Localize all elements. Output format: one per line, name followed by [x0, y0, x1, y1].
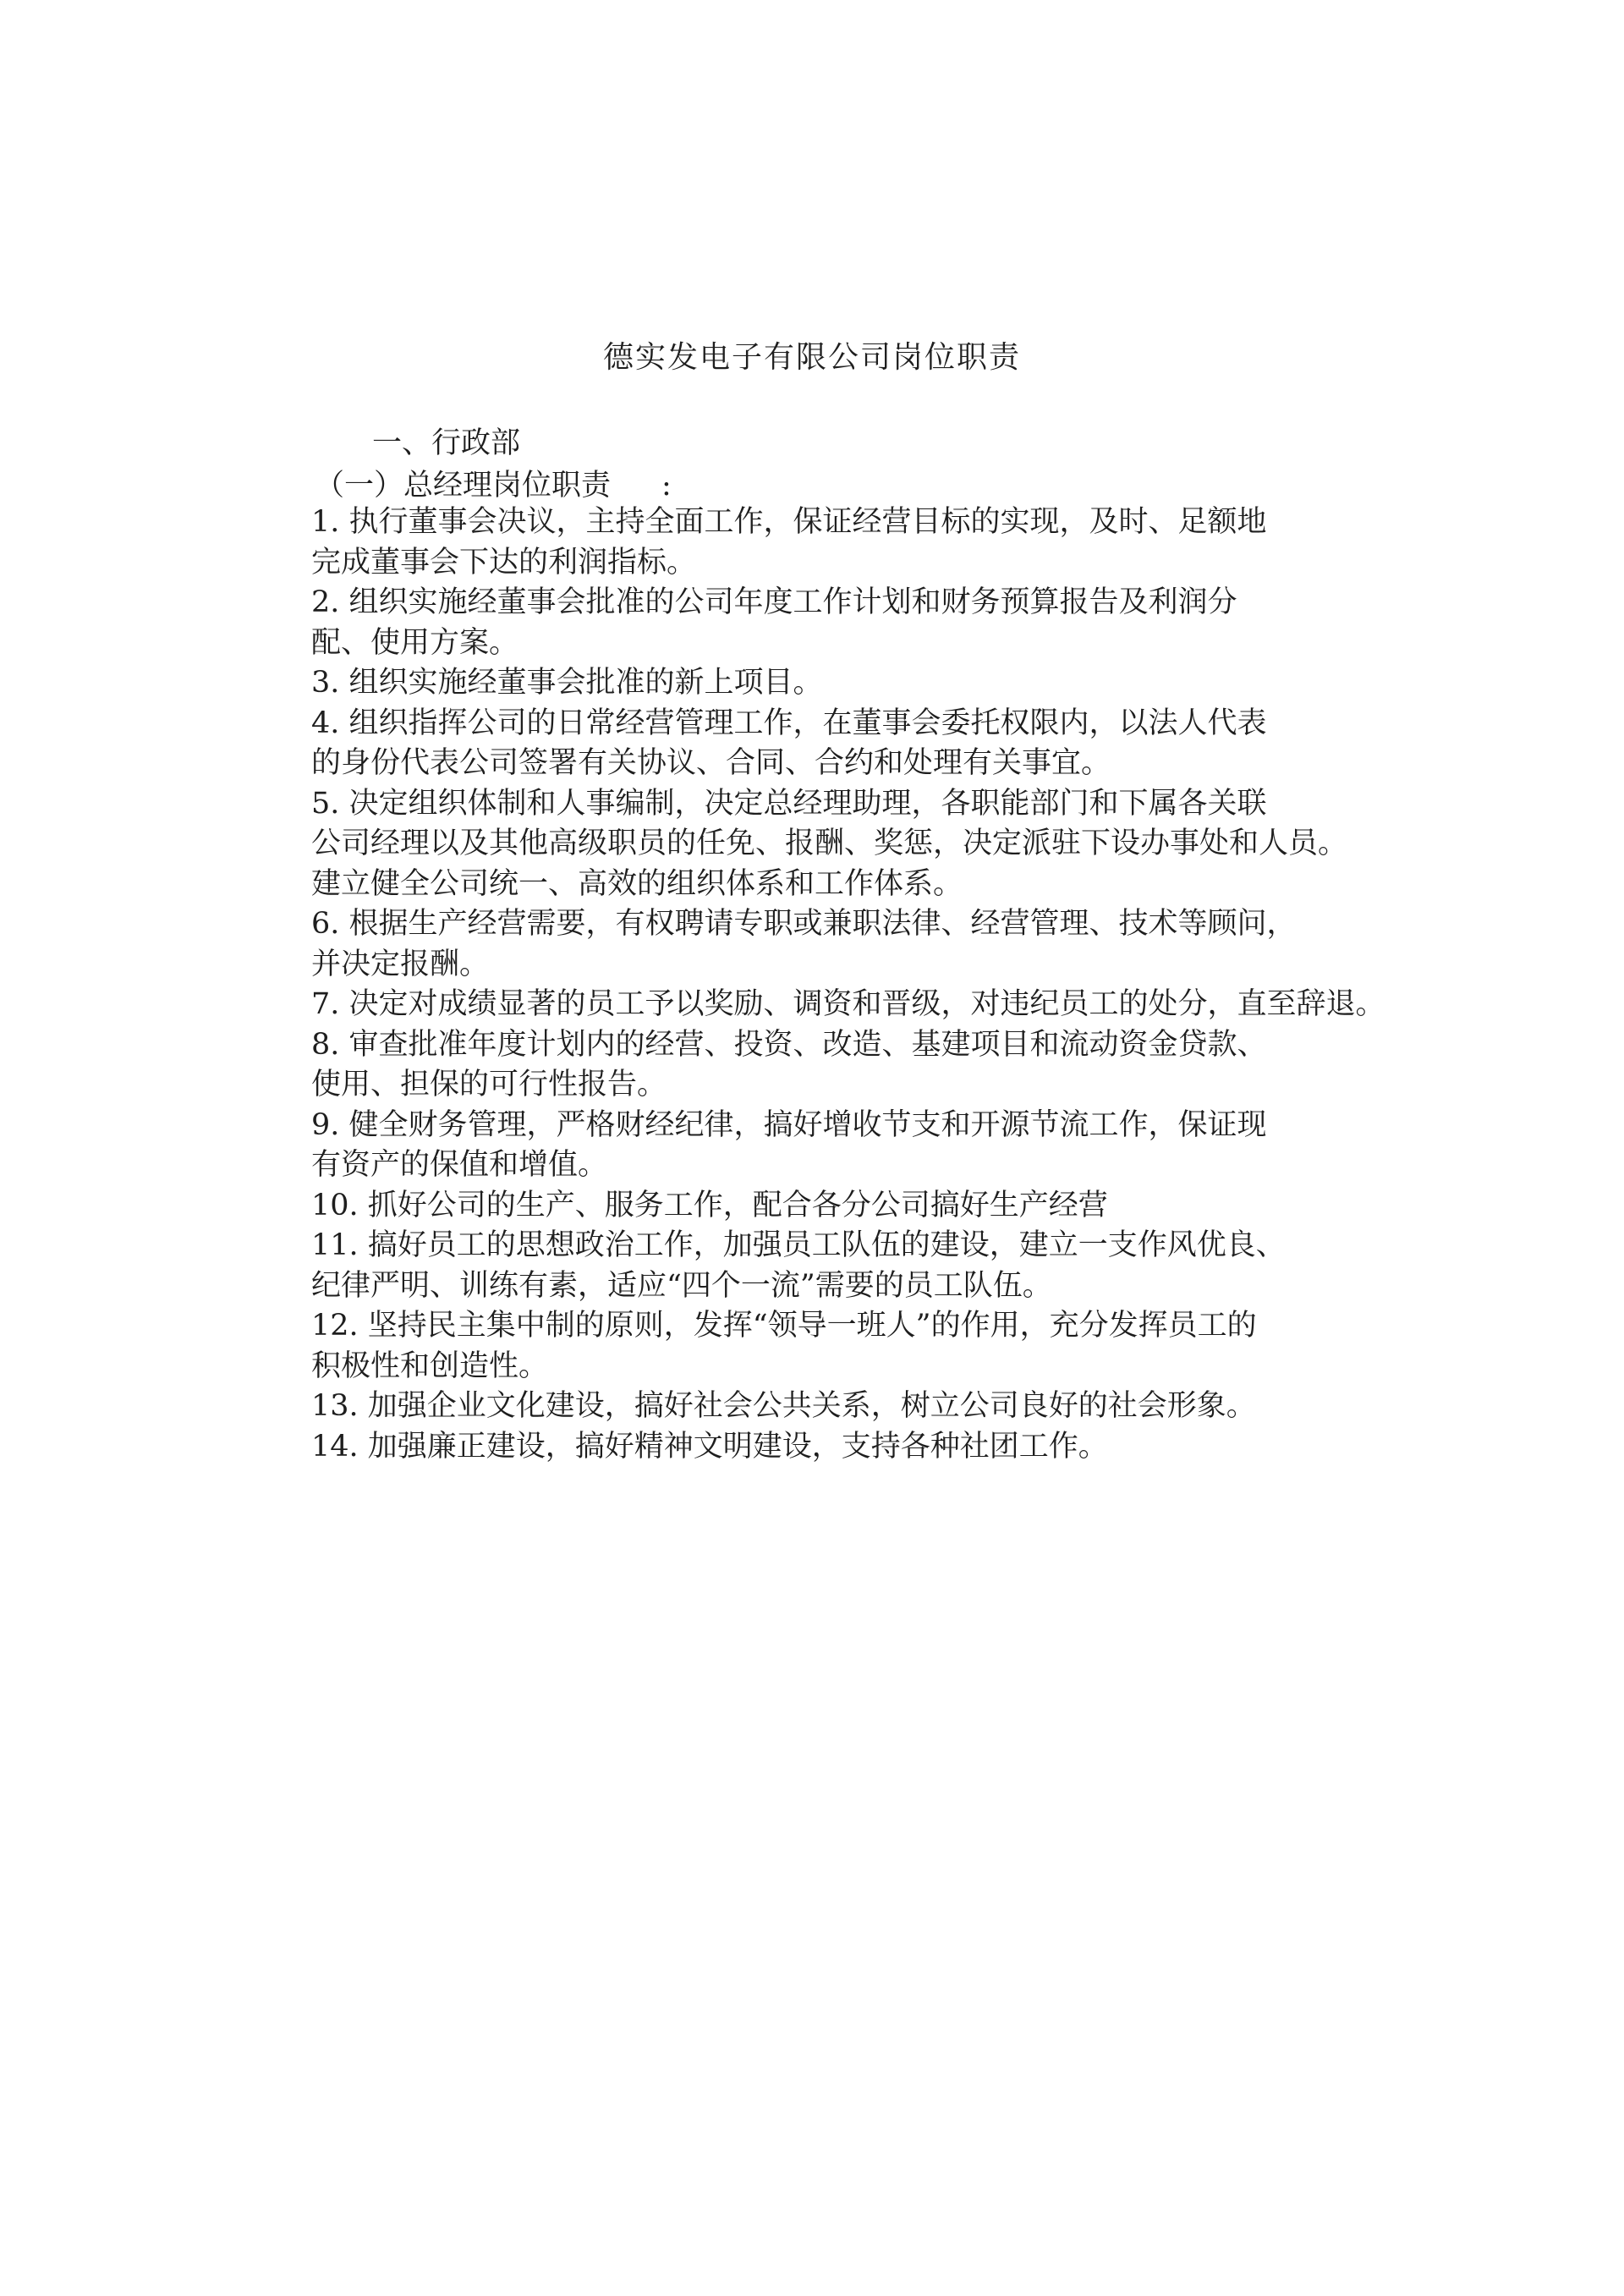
- document-title: 德实发电子有限公司岗位职责: [602, 340, 1021, 375]
- subsection-heading: [315, 465, 672, 506]
- section-heading: 一、行政部: [372, 426, 521, 460]
- duty-line: 11. 搞好员工的思想政治工作，加强员工队伍的建设，建立一支作风优良、: [311, 1228, 1286, 1262]
- duty-line: 10. 抓好公司的生产、服务工作，配合各分公司搞好生产经营: [311, 1188, 1108, 1222]
- duty-line: 12. 坚持民主集中制的原则，发挥“领导一班人”的作用，充分发挥员工的: [311, 1309, 1257, 1343]
- duty-line: 积极性和创造性。: [311, 1348, 549, 1383]
- subsection-heading-text: （一）总经理岗位职责: [315, 469, 612, 503]
- subsection-heading-colon: :: [661, 469, 672, 503]
- duty-line: 5. 决定组织体制和人事编制，决定总经理助理，各职能部门和下属各关联: [311, 786, 1267, 821]
- duty-line: 6. 根据生产经营需要，有权聘请专职或兼职法律、经营管理、技术等顾问，: [311, 907, 1297, 941]
- duty-line: 4. 组织指挥公司的日常经营管理工作，在董事会委托权限内，以法人代表: [311, 706, 1267, 740]
- duty-line: 7. 决定对成绩显著的员工予以奖励、调资和晋级，对违纪员工的处分，直至辞退。: [311, 987, 1385, 1021]
- duty-line: 使用、担保的可行性报告。: [311, 1068, 667, 1101]
- duty-line: 3. 组织实施经董事会批准的新上项目。: [311, 666, 823, 700]
- duty-line: 1. 执行董事会决议，主持全面工作，保证经营目标的实现，及时、足额地: [311, 505, 1267, 539]
- duty-line: 2. 组织实施经董事会批准的公司年度工作计划和财务预算报告及利润分: [311, 585, 1237, 619]
- duty-line: 配、使用方案。: [311, 625, 519, 660]
- duty-line: 9. 健全财务管理，严格财经纪律，搞好增收节支和开源节流工作，保证现: [311, 1107, 1267, 1142]
- duty-line: 有资产的保值和增值。: [311, 1148, 608, 1182]
- duty-line: 14. 加强廉正建设，搞好精神文明建设，支持各种社团工作。: [311, 1429, 1108, 1464]
- duty-line: 8. 审查批准年度计划内的经营、投资、改造、基建项目和流动资金贷款、: [311, 1027, 1267, 1062]
- duty-line: 的身份代表公司签署有关协议、合同、合约和处理有关事宜。: [311, 746, 1111, 780]
- duty-line: 并决定报酬。: [311, 947, 490, 981]
- duty-line: 公司经理以及其他高级职员的任免、报酬、奖惩，决定派驻下设办事处和人员。: [311, 827, 1348, 860]
- duty-line: 建立健全公司统一、高效的组织体系和工作体系。: [311, 866, 963, 901]
- duty-line: 13. 加强企业文化建设，搞好社会公共关系，树立公司良好的社会形象。: [311, 1389, 1256, 1423]
- duty-line: 完成董事会下达的利润指标。: [311, 545, 697, 579]
- duty-line: 纪律严明、训练有素，适应“四个一流”需要的员工队伍。: [311, 1268, 1052, 1303]
- duty-list: [311, 503, 1445, 1467]
